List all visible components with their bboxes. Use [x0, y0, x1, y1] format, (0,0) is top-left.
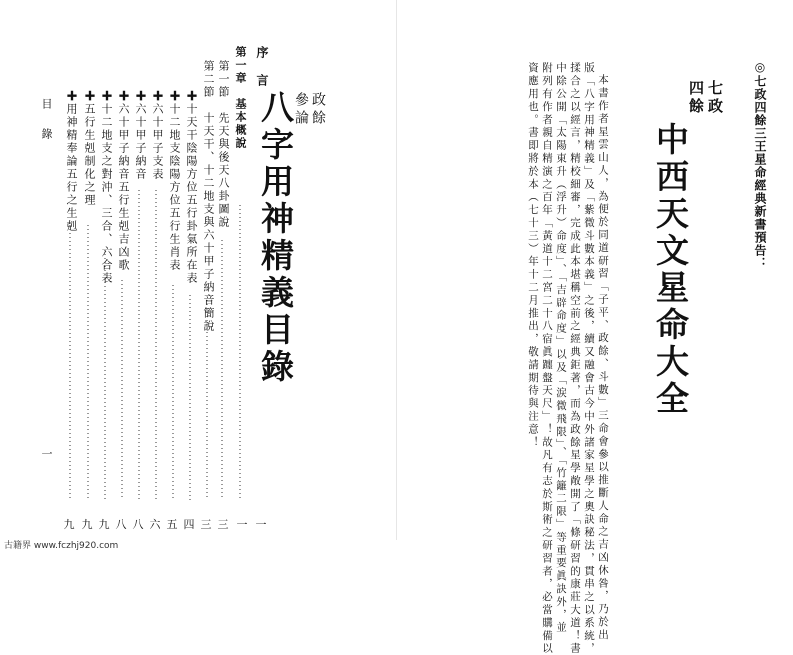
toc-page-number: 一 — [255, 518, 267, 531]
toc-page-number: 九 — [98, 518, 110, 531]
announcement-body-line: 資應用也。書即將於本（七十三）年十二月推出，敬請期待與注意！ — [527, 62, 539, 449]
folio-label: 目 錄 — [40, 98, 53, 143]
announcement-title-top-2: 四餘 — [687, 80, 705, 116]
toc-subtitle-2: 參論 — [293, 92, 309, 128]
toc-page-number: 三 — [217, 518, 229, 531]
announcement-body-line: 版「八字用神精義」及「紫微斗數本義」之後，續又融會古今中外諸家星學之奧訣秘法，貫串之以系統， — [583, 62, 595, 655]
announcement-body-line: 揉合之以經言，精校細審，完成此本堪稱空前之經典鉅著，而為政餘星學敞開了「條研習的康莊大道！書 — [569, 62, 581, 655]
toc-title: 八字用神精義目錄 — [256, 90, 295, 386]
toc-page-number: 六 — [149, 518, 161, 531]
toc-entry: ✚五行生剋制化之理 — [83, 90, 96, 207]
announcement-body-line: 附列有作者親自精演之百年「黃道十二宮二十八宿眞躔盤天尺」！故凡有志於斯術之研習者，必當購備以 — [541, 62, 553, 655]
toc-entry: ✚六十甲子納音五行生剋吉凶歌 — [117, 90, 130, 272]
toc-entry: ✚十二地支陰陽方位五行生肖表 — [168, 90, 181, 272]
source-footer: 古籍界 www.fczhj920.com — [4, 541, 119, 551]
toc-page-number: 九 — [81, 518, 93, 531]
folio-number: 一 — [40, 448, 53, 463]
toc-page-number: 一 — [236, 518, 248, 531]
toc-page-number: 四 — [183, 518, 195, 531]
toc-entry: ✚六十甲子支表 — [151, 90, 164, 181]
toc-entry: 第一章 基本概說 — [234, 46, 247, 150]
toc-page-number: 五 — [166, 518, 178, 531]
toc-page-number: 九 — [63, 518, 75, 531]
toc-entry: ✚六十甲子納音 — [134, 90, 147, 181]
toc-subtitle-1: 政餘 — [310, 92, 326, 128]
toc-entry: ✚十天干陰陽方位五行卦氣所在表 — [185, 90, 198, 285]
toc-entry: ✚用神精奉論五行之生剋 — [65, 90, 78, 233]
toc-entry: 第一節 先天與後天八卦圖說 — [217, 60, 230, 229]
toc-entry: 第二節 十天干、十二地支與六十甲子納音簡說 — [202, 60, 215, 333]
announcement-title-top-1: 七政 — [706, 80, 724, 116]
toc-page-number: 三 — [200, 518, 212, 531]
toc-entry: 序 言 — [255, 46, 269, 88]
announcement-body-line: 中除公開「太陽東升（浮升）命度」、「吉辟命度」以及「涙微飛限」、「竹籬二限」等重要眞訣外，並 — [555, 62, 567, 635]
toc-page-number: 八 — [115, 518, 127, 531]
announcement-heading: ◎七政四餘三王星命經典新書預告： — [753, 60, 767, 270]
announcement-body-line: 本書作者星雲山人，為便於同道研習「子平、政餘、斗數」三命會參以推斷人命之吉凶休咎，乃於出 — [597, 74, 609, 642]
announcement-title: 中西天文星命大全 — [651, 122, 690, 418]
toc-page-number: 八 — [132, 518, 144, 531]
toc-entry: ✚十二地支之對沖、三合、六合表 — [100, 90, 113, 285]
